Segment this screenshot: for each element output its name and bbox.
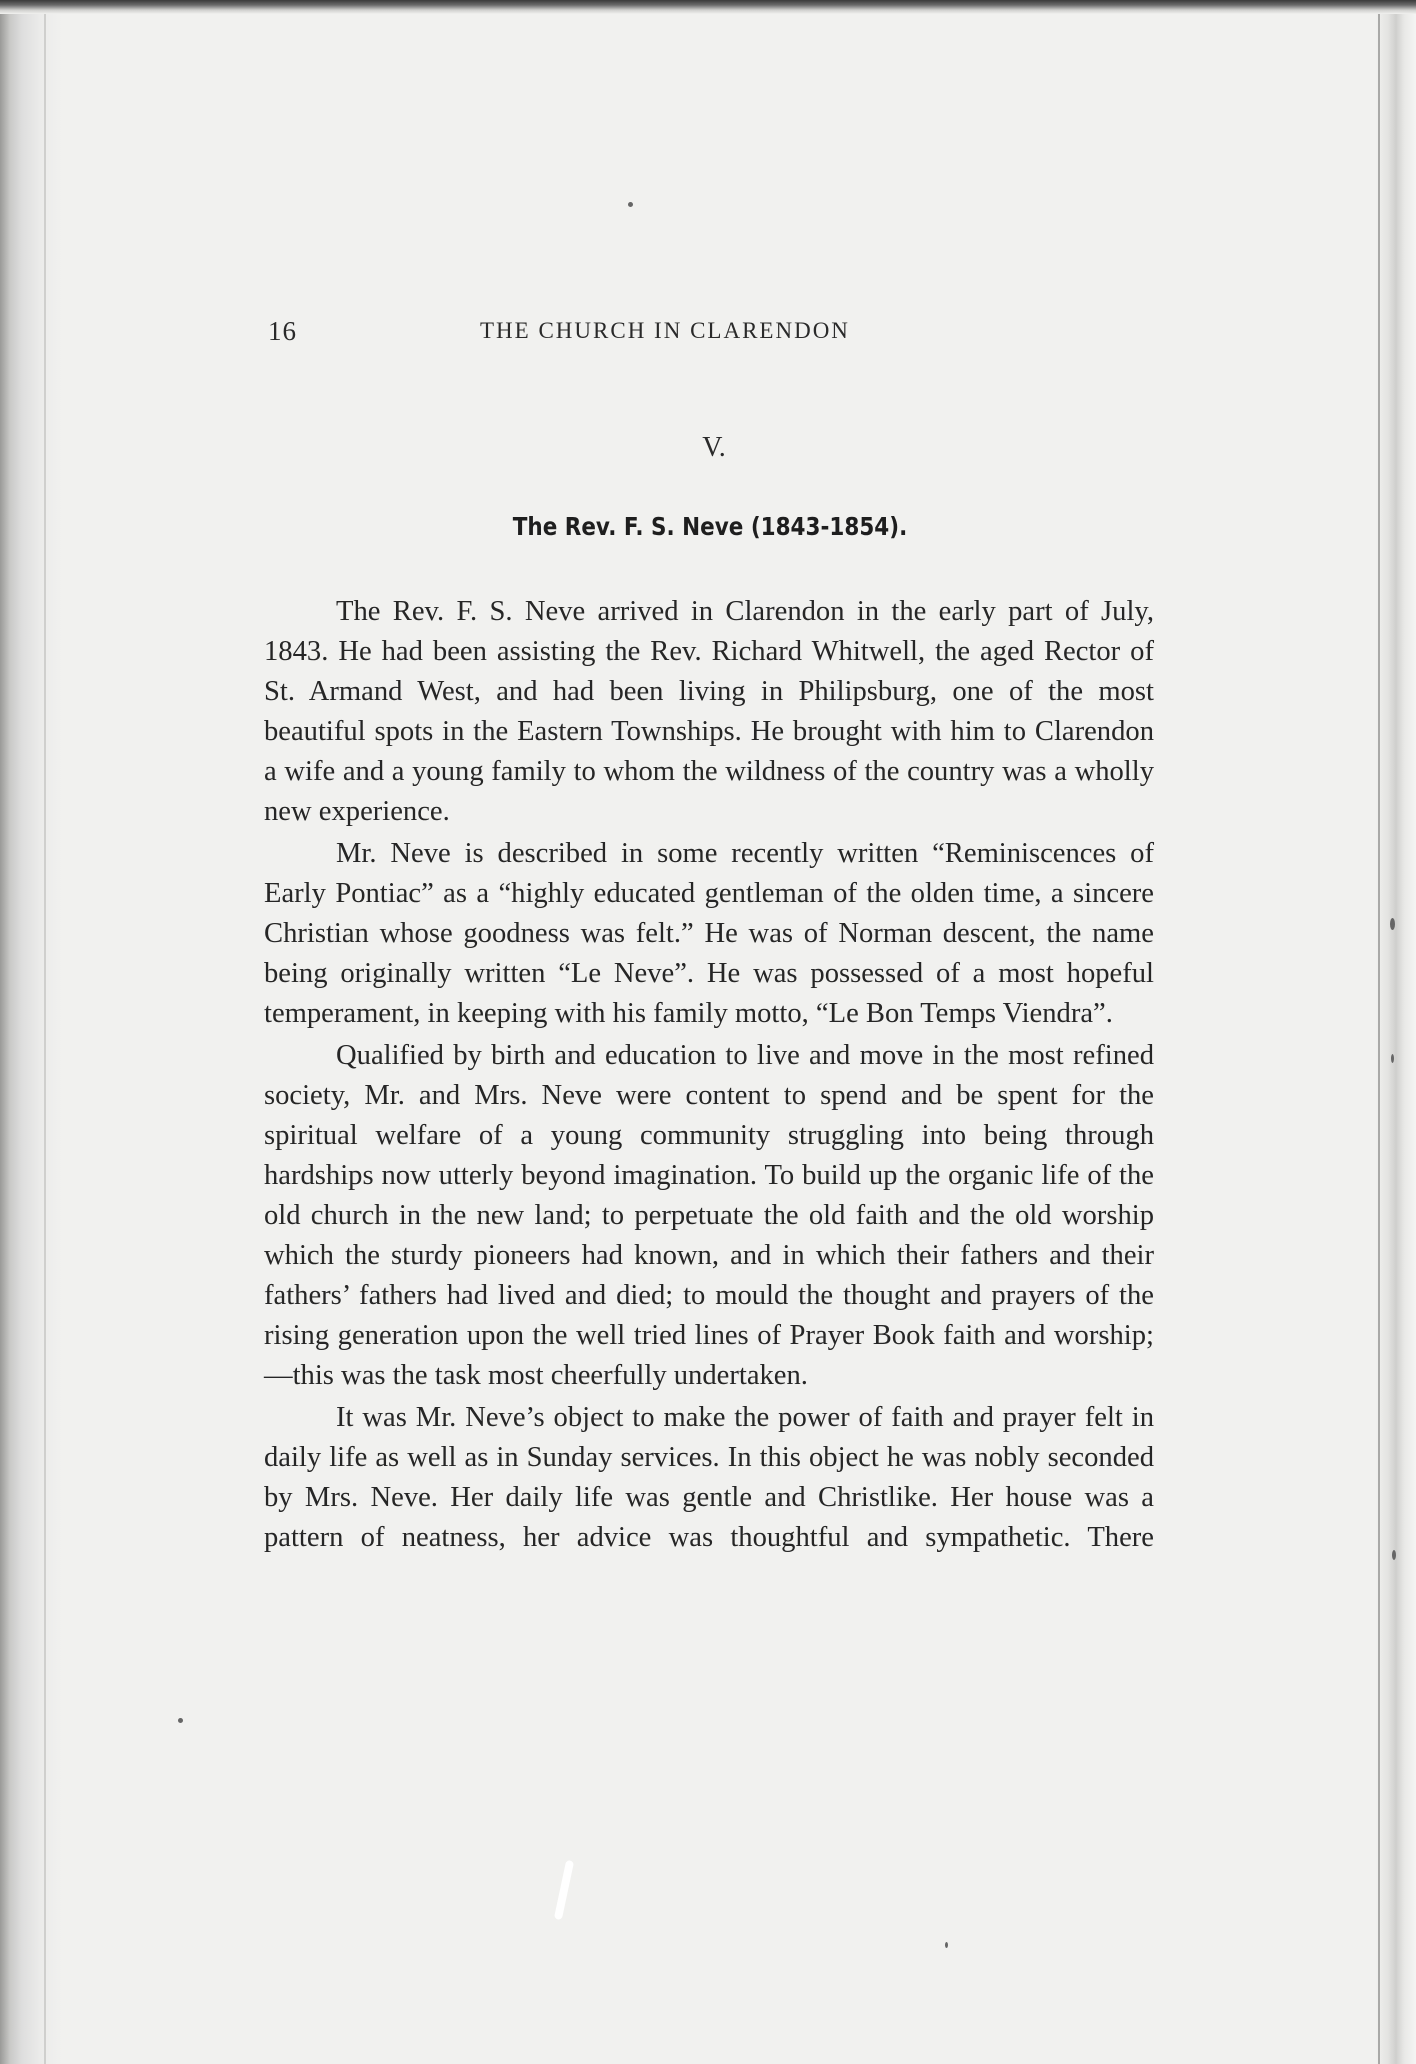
paragraph: Mr. Neve is described in some recently written “Reminiscences of Early Pontiac” as a “highly educated gentleman of the olden time, a sincere Christian whose goodness was felt.” He was of Norman descent, the name being originally written “Le Neve”. He was possessed of a most hopeful temperament, in keeping with his family motto, “Le Bon Temps Viendra”. bbox=[264, 838, 1154, 1029]
ink-speck bbox=[1392, 1550, 1396, 1560]
ink-speck bbox=[945, 1942, 948, 1948]
chapter-title: The Rev. F. S. Neve (1843-1854). bbox=[512, 512, 908, 541]
paragraph: It was Mr. Neve’s object to make the power of faith and prayer felt in daily life as well as in Sunday services. In this object he was nobly seconded by Mrs. Neve. Her daily life was gentle and Christlike. Her house was a pattern of neatness, her advice was thoughtful and sympathetic. There bbox=[264, 1402, 1154, 1553]
ink-speck bbox=[1391, 1054, 1394, 1063]
ink-speck bbox=[628, 202, 633, 207]
scan-scratch bbox=[554, 1860, 574, 1920]
ink-speck bbox=[1390, 918, 1395, 930]
paragraph: Qualified by birth and education to live and move in the most refined society, Mr. and Mrs. Neve were content to spend and be spent for the spiritual welfare of a young community struggling into being through hardships now utterly beyond imagination. To build up the organic life of the old church in the new land; to perpetuate the old faith and the old worship which the sturdy pioneers had known, and in which their fathers and their fathers’ fathers had lived and died; to mould the thought and prayers of the rising generation upon the well tried lines of Prayer Book faith and worship;—this was the task most cheerfully undertaken. bbox=[264, 1040, 1154, 1391]
right-page-edge bbox=[1376, 14, 1416, 2064]
paragraph: The Rev. F. S. Neve arrived in Clarendon in the early part of July, 1843. He had been assisting the Rev. Richard Whitwell, the aged Rector of St. Armand West, and had been living in Philipsburg, one of the most beautiful spots in the Eastern Townships. He brought with him to Clarendon a wife and a young family to whom the wildness of the country was a wholly new experience. bbox=[264, 596, 1154, 827]
chapter-number: V. bbox=[702, 432, 726, 463]
top-page-edge bbox=[0, 0, 1416, 14]
binding-line bbox=[44, 0, 46, 2064]
right-edge-line bbox=[1378, 14, 1380, 2064]
running-title: THE CHURCH IN CLARENDON bbox=[480, 318, 850, 343]
ink-speck bbox=[178, 1718, 183, 1723]
page-number: 16 bbox=[268, 316, 297, 346]
running-head bbox=[268, 316, 1088, 346]
body-text bbox=[264, 592, 1154, 1560]
binding-shadow bbox=[0, 0, 62, 2064]
